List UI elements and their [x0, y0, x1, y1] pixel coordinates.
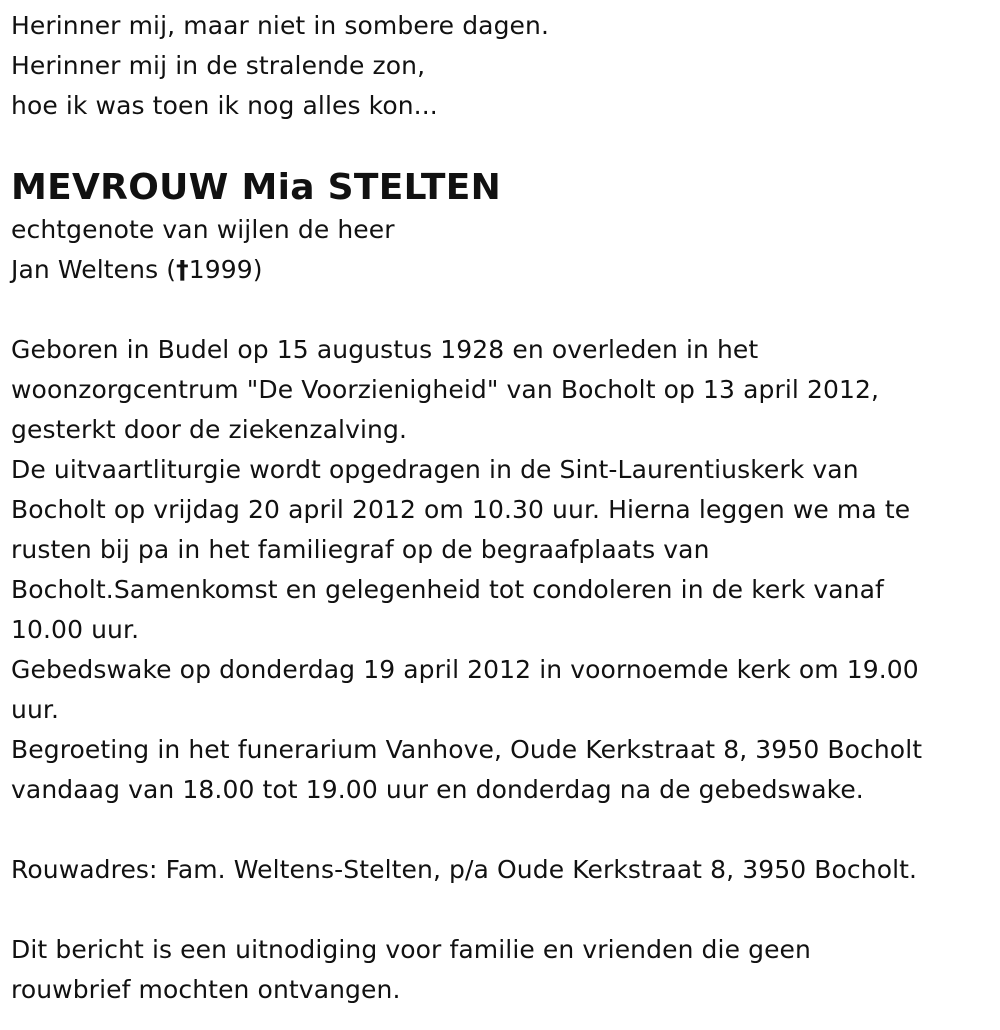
body-line: Begroeting in het funerarium Vanhove, Oude Kerkstraat 8, 3950 Bocholt: [11, 735, 923, 764]
body-line: vandaag van 18.00 tot 19.00 uur en donderdag na de gebedswake.: [11, 775, 864, 804]
notice-line: rouwbrief mochten ontvangen.: [11, 975, 401, 1004]
body-line: gesterkt door de ziekenzalving.: [11, 415, 407, 444]
notice-line: Dit bericht is een uitnodiging voor familie en vrienden die geen: [11, 935, 811, 964]
body-text: [11, 330, 991, 810]
spouse-death-year: 1999): [188, 255, 263, 284]
body-line: rusten bij pa in het familiegraf op de begraafplaats van: [11, 535, 710, 564]
body-line: Bocholt.Samenkomst en gelegenheid tot condoleren in de kerk vanaf: [11, 575, 884, 604]
poem-line: hoe ik was toen ik nog alles kon...: [11, 91, 438, 120]
body-line: uur.: [11, 695, 60, 724]
body-line: 10.00 uur.: [11, 615, 140, 644]
spouse-name-line: [11, 250, 991, 290]
poem: [11, 6, 991, 126]
obituary-notice: [11, 6, 991, 1010]
deceased-name: MEVROUW Mia STELTEN: [11, 167, 502, 208]
body-line: Geboren in Budel op 15 augustus 1928 en overleden in het: [11, 335, 759, 364]
body-line: Bocholt op vrijdag 20 april 2012 om 10.30 uur. Hierna leggen we ma te: [11, 495, 911, 524]
body-line: De uitvaartliturgie wordt opgedragen in de Sint-Laurentiuskerk van: [11, 455, 859, 484]
poem-line: Herinner mij, maar niet in sombere dagen.: [11, 11, 550, 40]
spouse-line: echtgenote van wijlen de heer: [11, 215, 395, 244]
poem-line: Herinner mij in de stralende zon,: [11, 51, 426, 80]
spouse-info: [11, 210, 991, 290]
invitation-notice: [11, 930, 991, 1010]
body-line: Gebedswake op donderdag 19 april 2012 in voornoemde kerk om 19.00: [11, 655, 919, 684]
mourning-address: Rouwadres: Fam. Weltens-Stelten, p/a Oude Kerkstraat 8, 3950 Bocholt.: [11, 855, 918, 884]
cross-icon: †: [176, 255, 189, 284]
body-line: woonzorgcentrum "De Voorzienigheid" van Bocholt op 13 april 2012,: [11, 375, 880, 404]
spouse-name: Jan Weltens (: [11, 255, 177, 284]
